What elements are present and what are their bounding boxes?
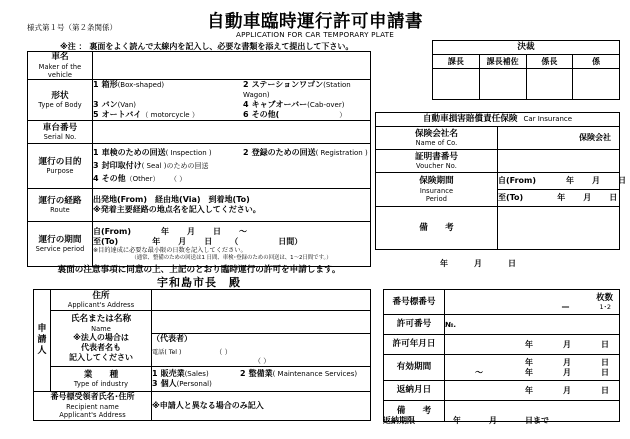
service-period-to[interactable]: 至(To) 年 月 日 （ 日間） <box>93 236 303 246</box>
label-service-period: 運行の期間 Service period <box>28 222 93 267</box>
approval-stamp-kacho[interactable] <box>433 69 480 100</box>
purpose-option-1[interactable]: 1 車検のための回送( Inspection ) <box>93 148 212 158</box>
field-service-period[interactable] <box>93 222 371 267</box>
label-maker: 車名 Maker of the vehicle <box>28 52 93 80</box>
industry-option-3[interactable]: 3 個人(Personal) <box>152 379 212 388</box>
label-applicant-address: 住所 Applicant's Address <box>51 290 152 311</box>
service-period-from[interactable]: 自(From) 年 月 日 ～ <box>93 226 248 236</box>
route-line-1: 出発地(From) 経由地(Via) 到着地(To) <box>93 195 250 205</box>
body-option-2[interactable]: 2 ステーションワゴン(Station Wagon) <box>243 80 351 100</box>
approval-stamp-kachohosa[interactable] <box>479 69 526 100</box>
field-insurance-remarks[interactable] <box>498 207 620 250</box>
agreement-text: 裏面の注意事項に同意の上、上記のとおり臨時運行の許可を申請します。 <box>57 265 341 275</box>
industry-option-2[interactable]: 2 整備業( Maintenance Services) <box>240 369 358 378</box>
label-serial-no: 車台番号 Serial No. <box>28 121 93 144</box>
field-purpose[interactable] <box>93 144 371 189</box>
approval-stamp-kakaricho[interactable] <box>526 69 573 100</box>
field-applicant-name[interactable] <box>152 311 371 334</box>
label-insurance-remarks: 備 考 <box>376 207 498 250</box>
field-maker[interactable] <box>93 52 371 80</box>
label-permit-date: 許可年月日 <box>384 335 445 355</box>
field-plate-number[interactable] <box>445 290 620 315</box>
body-option-4[interactable]: 4 キャブオーバー(Cab-over) <box>243 100 345 110</box>
field-permit-date[interactable]: 年 月 日 <box>445 335 620 355</box>
service-period-note-2: （通常、整備のための回送は1 日間、車検･登録のための回送は、1～2日間です。） <box>131 254 332 261</box>
vehicle-info-table <box>27 51 371 267</box>
approval-title: 決裁 <box>433 41 620 55</box>
body-option-1[interactable]: 1 箱形(Box-shaped) <box>93 80 165 90</box>
label-return-date: 返納月日 <box>384 381 445 401</box>
body-option-6[interactable]: 6 その他( ） <box>243 110 347 120</box>
label-route: 運行の経路 Route <box>28 189 93 222</box>
route-line-2: ※発着主要経路の地点名を記入してください。 <box>93 205 261 215</box>
submission-note: ※注 ： 裏面をよく読んで太線内を記入し、必要な書類を添えて提出して下さい。 <box>60 42 354 51</box>
approval-stamp-kakari[interactable] <box>573 69 620 100</box>
addressee: 宇和島市長 殿 <box>157 276 241 289</box>
label-purpose: 運行の目的 Purpose <box>28 144 93 189</box>
label-office-remarks: 備 考 <box>384 401 445 422</box>
label-plate-number: 番号標番号 <box>384 290 445 315</box>
purpose-option-3[interactable]: 3 封印取付け( Seal )のための回送 <box>93 161 209 171</box>
field-permit-number[interactable]: №. <box>445 315 620 335</box>
sheets-label: 枚数 <box>596 292 613 303</box>
label-insurance-company: 保険会社名 Name of Co. <box>376 127 498 150</box>
approval-col-kakaricho: 係長 <box>526 55 573 69</box>
label-applicant-name: 氏名または名称 Name ※法人の場合は 代表者名も 記入してください <box>51 311 152 367</box>
body-option-3[interactable]: 3 バン(Van) <box>93 100 137 110</box>
field-recipient[interactable] <box>152 392 371 421</box>
label-permit-number: 許可番号 <box>384 315 445 335</box>
field-insurance-period-to[interactable]: 至(To) 年 月 日 <box>498 190 620 207</box>
field-industry-type[interactable] <box>152 367 371 392</box>
office-use-table <box>383 289 620 422</box>
field-applicant-representative[interactable] <box>152 334 371 367</box>
form-code: 様式第１号（第２条関係） <box>27 23 117 32</box>
label-applicant-vertical: 申 請 人 <box>34 290 51 392</box>
field-route[interactable] <box>93 189 371 222</box>
field-insurance-company[interactable]: 保険会社 <box>498 127 620 150</box>
label-industry-type: 業 種 Type of industry <box>51 367 152 392</box>
applicant-table <box>33 289 371 421</box>
service-period-note-1: ※目的達成に必要な最小限の日数を記入してください。 <box>93 246 247 254</box>
field-body-type[interactable] <box>93 80 371 121</box>
representative-label: （代表者） <box>152 334 192 343</box>
application-date[interactable]: 年 月 日 <box>440 259 516 268</box>
industry-option-1[interactable]: 1 販売業(Sales) <box>152 369 209 378</box>
telephone-row-2[interactable]: （ ） <box>254 357 271 365</box>
label-body-type: 形状 Type of Body <box>28 80 93 121</box>
telephone-row[interactable]: 電話( Tel ) （ ） <box>152 348 232 356</box>
insurance-table <box>375 112 627 250</box>
purpose-option-2[interactable]: 2 登録のための回送( Registration ) <box>243 148 368 158</box>
page-title: 自動車臨時運行許可申請書 <box>207 12 423 32</box>
approval-col-kachohosa: 課長補佐 <box>479 55 526 69</box>
page-subtitle: APPLICATION FOR CAR TEMPORARY PLATE <box>236 30 394 39</box>
label-voucher-no: 証明書番号 Voucher No. <box>376 150 498 173</box>
approval-table <box>432 40 620 100</box>
field-insurance-period-from[interactable]: 自(From) 年 月 日 <box>498 173 620 190</box>
label-insurance-period: 保険期間 Insurance Period <box>376 173 498 207</box>
insurance-title: 自動車損害賠償責任保険 Car Insurance <box>376 113 620 127</box>
body-option-5[interactable]: 5 オートバイ（ motorcycle ） <box>93 110 199 120</box>
field-valid-period[interactable] <box>445 355 620 381</box>
label-recipient: 番号標受領者氏名･住所 Recipient name Applicant's Address <box>34 392 152 421</box>
field-serial-no[interactable] <box>93 121 371 144</box>
field-applicant-address[interactable] <box>152 290 371 311</box>
valid-period-from[interactable]: 年 月 日 <box>525 357 609 367</box>
approval-col-kakari: 係 <box>573 55 620 69</box>
field-voucher-no[interactable] <box>498 150 620 173</box>
approval-col-kacho: 課長 <box>433 55 480 69</box>
purpose-option-4[interactable]: 4 その他（Other） （ ） <box>93 174 187 184</box>
recipient-note: ※申請人と異なる場合のみ記入 <box>152 401 264 410</box>
label-valid-period: 有効期間 <box>384 355 445 381</box>
field-return-date[interactable]: 年 月 日 <box>445 381 620 401</box>
sheets-row[interactable]: — 1･2 <box>561 301 611 311</box>
return-deadline-row[interactable]: 返納期限 年 月 日まで <box>383 416 549 425</box>
valid-period-to[interactable]: ～ 年 月 日 <box>475 367 609 377</box>
